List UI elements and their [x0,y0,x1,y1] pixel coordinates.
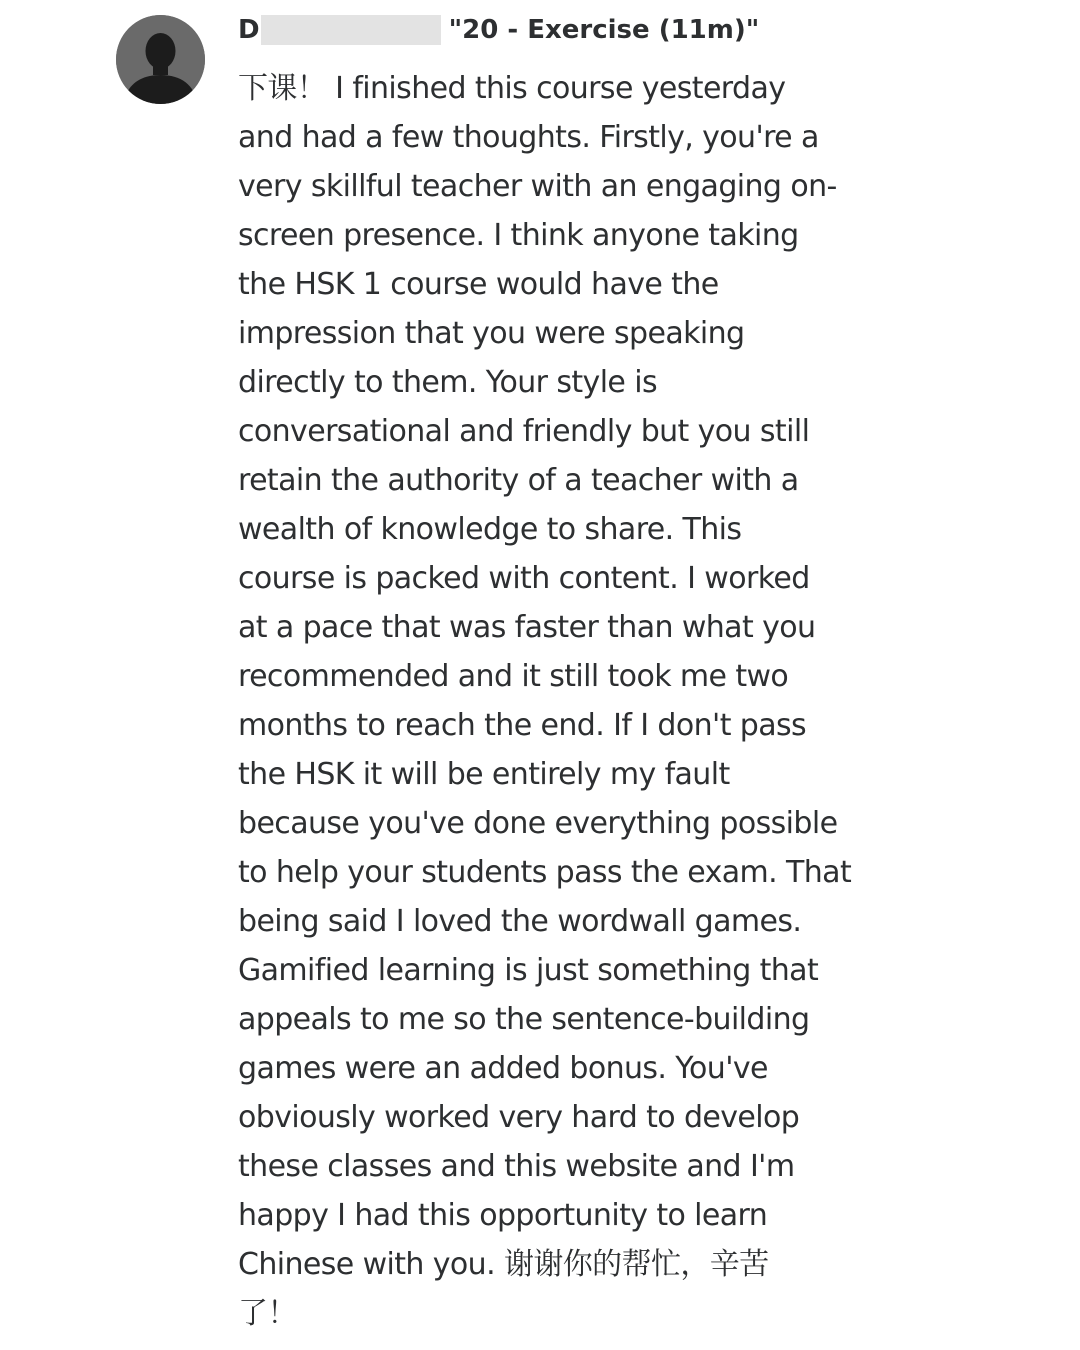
comment-line: games were an added bonus. You've [238,1051,768,1086]
comment-line: Gamified learning is just something that [238,953,819,988]
comment-line: and had a few thoughts. Firstly, you're a [238,120,819,155]
comment-body [238,64,868,1338]
comment-line: the HSK 1 course would have the [238,267,719,302]
comment-line: course is packed with content. I worked [238,561,810,596]
comment-line: 下课！ I finished this course yesterday [238,71,786,106]
comment-line: these classes and this website and I'm [238,1149,795,1184]
comment-line: being said I loved the wordwall games. [238,904,802,939]
comment-line: at a pace that was faster than what you [238,610,816,645]
comment-header [238,10,759,50]
comment-line: Chinese with you. 谢谢你的帮忙，辛苦 [238,1247,769,1282]
comment-line: appeals to me so the sentence-building [238,1002,810,1037]
comment-line: because you've done everything possible [238,806,838,841]
comment-line: obviously worked very hard to develop [238,1100,800,1135]
comment-line: the HSK it will be entirely my fault [238,757,730,792]
comment-line: wealth of knowledge to share. This [238,512,742,547]
comment-line: directly to them. Your style is [238,365,657,400]
comment-line: 了！ [238,1296,297,1331]
author-name[interactable]: D [238,15,260,45]
comment-line: recommended and it still took me two [238,659,789,694]
comment-line: retain the authority of a teacher with a [238,463,799,498]
comment-line: impression that you were speaking [238,316,745,351]
comment-line: screen presence. I think anyone taking [238,218,799,253]
author-name-redaction [261,15,441,45]
comment-line: very skillful teacher with an engaging on- [238,169,837,204]
comment-line: conversational and friendly but you still [238,414,810,449]
user-silhouette-icon [116,15,205,104]
comment-line: happy I had this opportunity to learn [238,1198,768,1233]
comment-line: months to reach the end. If I don't pass [238,708,807,743]
comment-line: to help your students pass the exam. That [238,855,852,890]
avatar[interactable] [116,15,205,104]
lecture-reference[interactable]: "20 - Exercise (11m)" [448,15,760,45]
